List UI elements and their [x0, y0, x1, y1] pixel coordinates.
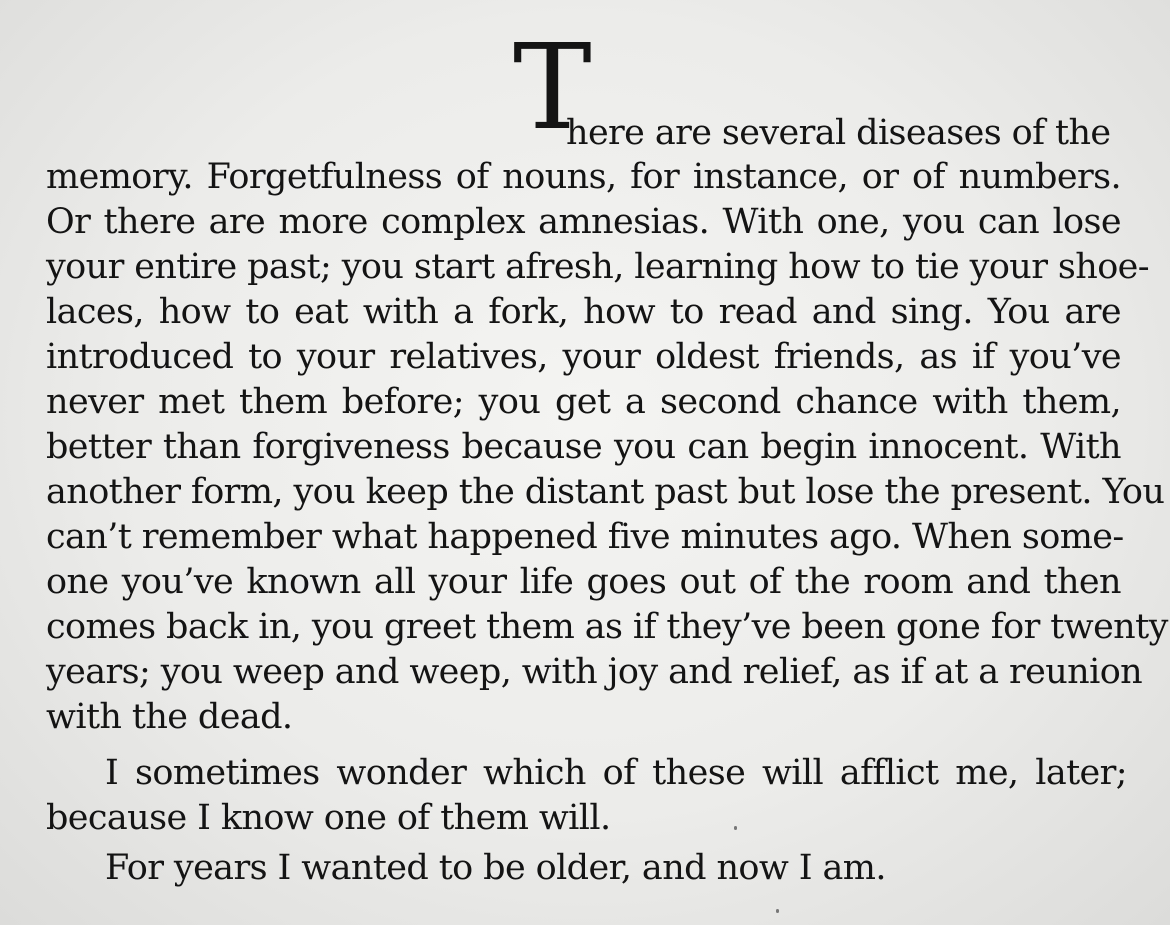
paragraph-line: with the dead. — [46, 697, 293, 737]
paragraph-line: here are several diseases of the — [566, 113, 1111, 153]
paragraph-line: laces, how to eat with a fork, how to read and sing. You are — [46, 292, 1121, 332]
paper-speck — [776, 909, 779, 913]
paragraph-line: comes back in, you greet them as if they’ve been gone for twenty — [46, 607, 1168, 647]
paragraph-line: I sometimes wonder which of these will afflict me, later; — [105, 753, 1127, 793]
paragraph-line: never met them before; you get a second chance with them, — [46, 382, 1121, 422]
paragraph-line: can’t remember what happened five minutes ago. When some- — [46, 517, 1124, 557]
paragraph-line: memory. Forgetfulness of nouns, for instance, or of numbers. — [46, 157, 1121, 197]
paragraph-line: because I know one of them will. — [46, 798, 611, 838]
paragraph-line: years; you weep and weep, with joy and relief, as if at a reunion — [46, 652, 1143, 692]
drop-cap: T — [513, 18, 592, 156]
paragraph-line: better than forgiveness because you can begin innocent. With — [46, 427, 1121, 467]
paragraph-line: introduced to your relatives, your oldest friends, as if you’ve — [46, 337, 1121, 377]
paper-speck — [734, 826, 737, 830]
paragraph-line: another form, you keep the distant past but lose the present. You — [46, 472, 1165, 512]
paragraph-line: Or there are more complex amnesias. With one, you can lose — [46, 202, 1121, 242]
paragraph-line: For years I wanted to be older, and now I am. — [105, 848, 886, 888]
paragraph-line: your entire past; you start afresh, learning how to tie your shoe- — [46, 247, 1150, 287]
paragraph-line: one you’ve known all your life goes out of the room and then — [46, 562, 1121, 602]
